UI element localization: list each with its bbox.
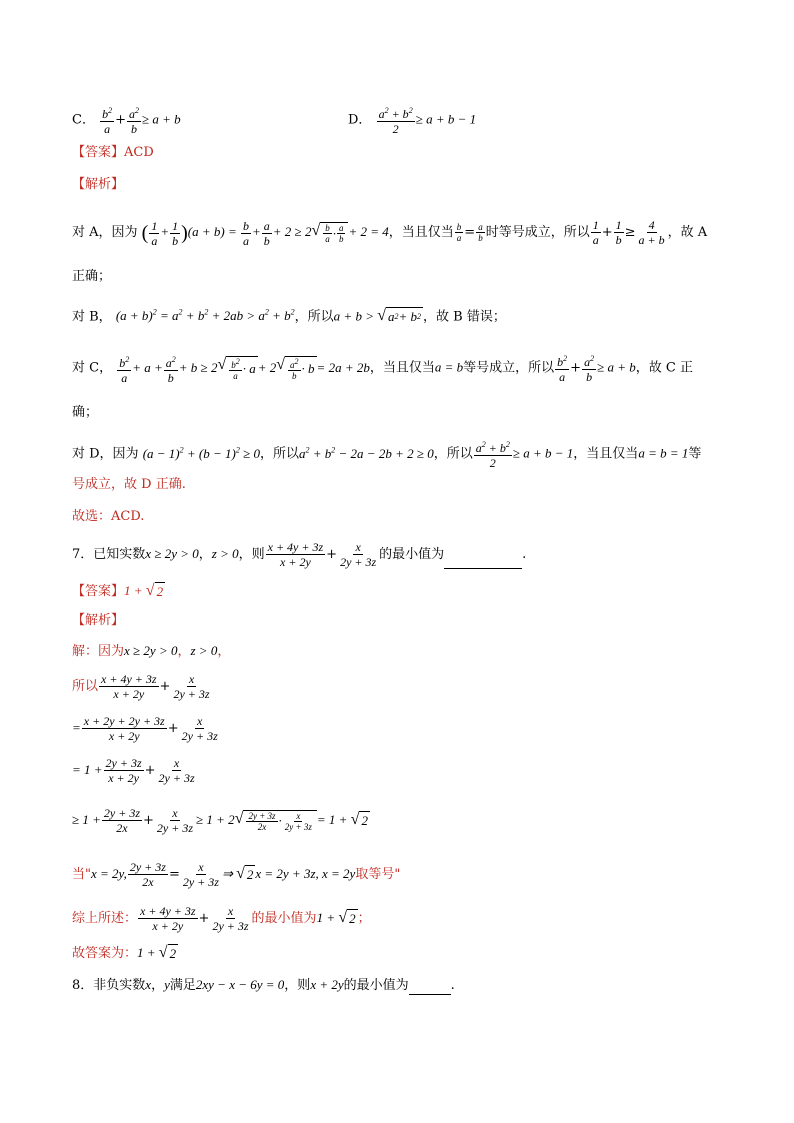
- q7-step-3: = 1 + $\frac{2y + 3z}{x + 2y}$ + $\frac{x}{2y + 3z}$: [72, 756, 195, 785]
- question-7: 7．已知实数x ≥ 2y > 0，z > 0，则 $\frac{x + 4y + 3z}{x + 2y}$ + $\frac{x}{2y + 3z}$ 的最小值为 .: [72, 540, 527, 569]
- answer-label: 【答案】: [72, 145, 125, 160]
- analysis-label: 【解析】: [72, 177, 125, 192]
- q7-answer: 【答案】1 + √ 2: [72, 582, 164, 599]
- analysis-a: 对 A，因为 ( $\frac{1}{a}$ + $\frac{1}{b}$ )(a + b) = $\frac{b}{a}$ + $\frac{a}{b}$ + 2 ≥ 2 √ $\frac{b}{a}$ · $\frac{a}{b}$ + 2 = 4，当且仅当 $\frac{b}{a}$ = $\frac{a}{b}$ 时等号成立，所以 $\frac{1}{a}$ + $\frac{1}{b}$ ≥ $\frac{4}{a + b}$ ，故 A: [72, 218, 708, 248]
- q7-final: 故答案为：1 + √ 2: [72, 944, 177, 961]
- answer-blank-8[interactable]: [409, 994, 451, 995]
- analysis-d: 对 D，因为 $(a - 1)^2 + (b - 1)^2 \ge 0$，所以$a^2 + b^2 - 2a - 2b + 2 \ge 0$，所以 $\frac{a^2 + b^2}{2}$ ≥ a + b − 1，当且仅当a = b = 1等: [72, 440, 702, 470]
- answer-value: ACD: [124, 145, 154, 160]
- answer-blank[interactable]: [444, 568, 522, 569]
- q7-summary: 综上所述： $\frac{x + 4y + 3z}{x + 2y}$ + $\frac{x}{2y + 3z}$ 的最小值为1 + √ 2 ；: [72, 904, 371, 933]
- analysis-d-cont: 号成立，故 D 正确.: [72, 477, 186, 492]
- answer-line: [72, 144, 154, 162]
- analysis-a-cont: 正确；: [72, 269, 112, 284]
- analysis-c: 对 C， $\frac{b^2}{a}$ + a + $\frac{a^2}{b}$ + b ≥ 2 √ $\frac{b^2}{a}$ · a + 2 √ $\frac{a^2}{b}$ · b = 2a + 2b，当且仅当a = b等号成立，所以 $\frac{b^2}{a}$ + $\frac{a^2}{b}$ ≥ a + b，故 C 正: [72, 354, 693, 385]
- q7-step-2: = $\frac{x + 2y + 2y + 3z}{x + 2y}$ + $\frac{x}{2y + 3z}$: [72, 714, 218, 743]
- option-c: C． $\frac{b^2}{a}$ + $\frac{a^2}{b}$ ≥ a + b: [72, 106, 181, 136]
- q7-equality: 当"x = 2y, $\frac{2y + 3z}{2x}$ = $\frac{x}{2y + 3z}$ ⇒ √ 2 x = 2y + 3z, x = 2y取等号": [72, 860, 401, 889]
- analysis-c-cont: 确；: [72, 405, 99, 420]
- q7-step-1: 所以 $\frac{x + 4y + 3z}{x + 2y}$ + $\frac{x}{2y + 3z}$: [72, 672, 210, 701]
- question-8: 8．非负实数x，y满足2xy − x − 6y = 0，则x + 2y的最小值为 .: [72, 977, 455, 993]
- q7-sol-intro: 解：因为x ≥ 2y > 0，z > 0，: [72, 643, 231, 659]
- choose-line: 故选：ACD.: [72, 509, 145, 524]
- option-d: D． $\frac{a^2 + b^2}{2}$ ≥ a + b − 1: [348, 106, 477, 136]
- q7-step-4: ≥ 1 + $\frac{2y + 3z}{2x}$ + $\frac{x}{2y + 3z}$ ≥ 1 + 2 √ $\frac{2y + 3z}{2x}$ · $\frac{x}{2y + 3z}$ = 1 + √ 2: [72, 806, 368, 835]
- q7-analysis-label: 【解析】: [72, 613, 125, 628]
- analysis-b: 对 B， $(a + b)^2 = a^2 + b^2 + 2ab > a^2 + b^2$，所以a + b > √ a 2 + b 2 ，故 B 错误；: [72, 307, 506, 325]
